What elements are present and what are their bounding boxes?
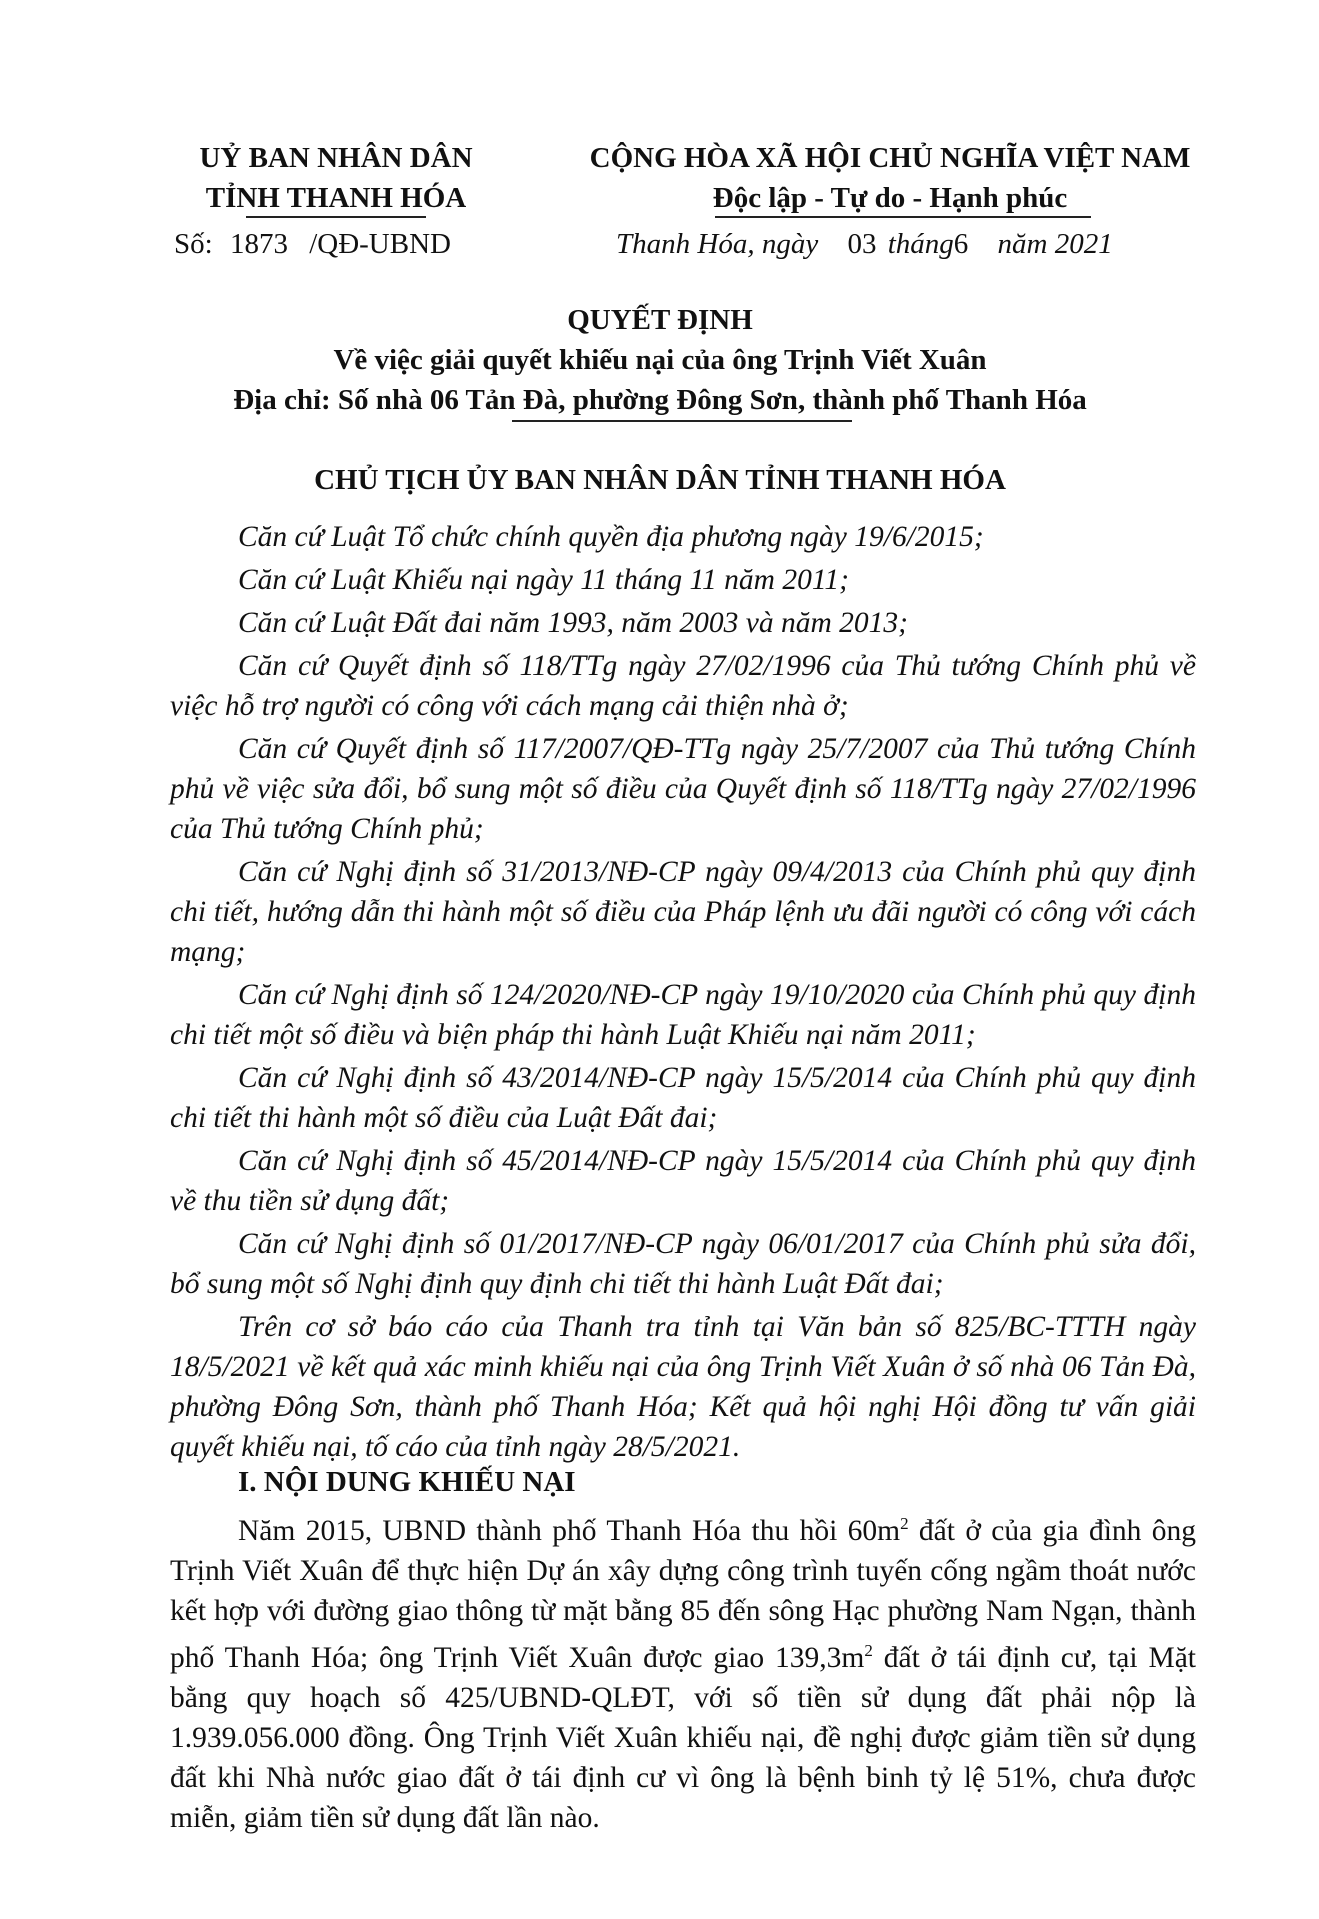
basis-item: Căn cứ Quyết định số 117/2007/QĐ-TTg ngày 25/7/2007 của Thủ tướng Chính phủ về việc sửa đổi, bổ sung một số điều của Quyết định số 118/TTg ngày 27/02/1996 của Thủ tướng Chính phủ; [170,733,1196,845]
title-underline [512,420,852,422]
complaint-paragraph [170,1504,1196,1838]
basis-item: Căn cứ Nghị định số 31/2013/NĐ-CP ngày 09/4/2013 của Chính phủ quy định chi tiết, hướng dẫn thi hành một số điều của Pháp lệnh ưu đãi người có công với cách mạng; [170,856,1196,968]
motto-underline [715,216,1091,218]
legal-bases [170,517,1196,1470]
country-name: CỘNG HÒA XÃ HỘI CHỦ NGHĨA VIỆT NAM [589,142,1191,174]
basis-item: Trên cơ sở báo cáo của Thanh tra tỉnh tại Văn bản số 825/BC-TTTH ngày 18/5/2021 về kết quả xác minh khiếu nại của ông Trịnh Viết Xuân ở số nhà 06 Tản Đà, phường Đông Sơn, thành phố Thanh Hóa; Kết quả hội nghị Hội đồng tư vấn giải quyết khiếu nại, tố cáo của tỉnh ngày 28/5/2021. [170,1311,1196,1463]
superscript-2: 2 [864,1640,873,1660]
superscript-2: 2 [900,1514,909,1533]
issue-date [616,224,1113,264]
so-number: 1873 [229,228,288,260]
so-label: Số: [174,228,213,260]
motto: Độc lập - Tự do - Hạnh phúc [712,182,1068,214]
national-motto [520,138,1260,218]
basis-item: Căn cứ Nghị định số 01/2017/NĐ-CP ngày 06/01/2017 của Chính phủ sửa đổi, bổ sung một số Nghị định quy định chi tiết thi hành Luật Đất đai; [170,1228,1196,1300]
agency-line-2: TỈNH THANH HÓA [205,182,467,214]
agency-line-1: UỶ BAN NHÂN DÂN [199,142,473,174]
date-thang: tháng [887,228,954,260]
content-part-3: đất ở tái định cư, tại Mặt bằng quy hoạch số 425/UBND-QLĐT, với số tiền sử dụng đất phải nộp là 1.939.056.000 đồng. Ông Trịnh Viết Xuân khiếu nại, đề nghị được giảm tiền sử dụng đất khi Nhà nước giao đất ở tái định cư vì ông là bệnh binh tỷ lệ 51%, chưa được miễn, giảm tiền sử dụng đất lần nào. [170,1641,1196,1834]
date-day: 03 [847,228,877,260]
section-heading: I. NỘI DUNG KHIẾU NẠI [238,1466,576,1498]
basis-item: Căn cứ Nghị định số 43/2014/NĐ-CP ngày 15/5/2014 của Chính phủ quy định chi tiết thi hành một số điều của Luật Đất đai; [170,1062,1196,1134]
document-number [174,224,451,264]
basis-item: Căn cứ Quyết định số 118/TTg ngày 27/02/1996 của Thủ tướng Chính phủ về việc hỗ trợ người có công với cách mạng cải thiện nhà ở; [170,650,1196,722]
date-place: Thanh Hóa, ngày [616,228,819,260]
basis-item: Căn cứ Luật Đất đai năm 1993, năm 2003 và năm 2013; [238,607,908,639]
title-subject: Về việc giải quyết khiếu nại của ông Trịnh Viết Xuân [333,344,987,376]
decision-title [130,300,1190,420]
basis-item: Căn cứ Luật Tổ chức chính quyền địa phương ngày 19/6/2015; [238,521,984,553]
title-main: QUYẾT ĐỊNH [567,304,753,336]
chairman-heading: CHỦ TỊCH ỦY BAN NHÂN DÂN TỈNH THANH HÓA [314,464,1006,496]
basis-item: Căn cứ Nghị định số 45/2014/NĐ-CP ngày 15/5/2014 của Chính phủ quy định về thu tiền sử dụng đất; [170,1145,1196,1217]
date-year: năm 2021 [997,228,1113,260]
title-address: Địa chỉ: Số nhà 06 Tản Đà, phường Đông Sơn, thành phố Thanh Hóa [233,384,1087,416]
agency-underline [246,216,426,218]
issuing-agency [156,138,516,218]
complaint-content [170,1504,1196,1838]
content-part-1: Năm 2015, UBND thành phố Thanh Hóa thu hồi 60m [238,1514,901,1547]
date-month: 6 [953,228,969,260]
so-suffix: /QĐ-UBND [309,228,451,260]
content-part-2: đất ở của gia đình ông Trịnh Viết Xuân để thực hiện Dự án xây dựng công trình tuyến cống ngầm thoát nước kết hợp với đường giao thông từ mặt bằng 85 đến sông Hạc phường Nam Ngạn, thành phố Thanh Hóa; ông Trịnh Viết Xuân được giao 139,3m [170,1514,1196,1674]
basis-item: Căn cứ Nghị định số 124/2020/NĐ-CP ngày 19/10/2020 của Chính phủ quy định chi tiết một số điều và biện pháp thi hành Luật Khiếu nại năm 2011; [170,979,1196,1051]
basis-item: Căn cứ Luật Khiếu nại ngày 11 tháng 11 năm 2011; [238,564,849,596]
